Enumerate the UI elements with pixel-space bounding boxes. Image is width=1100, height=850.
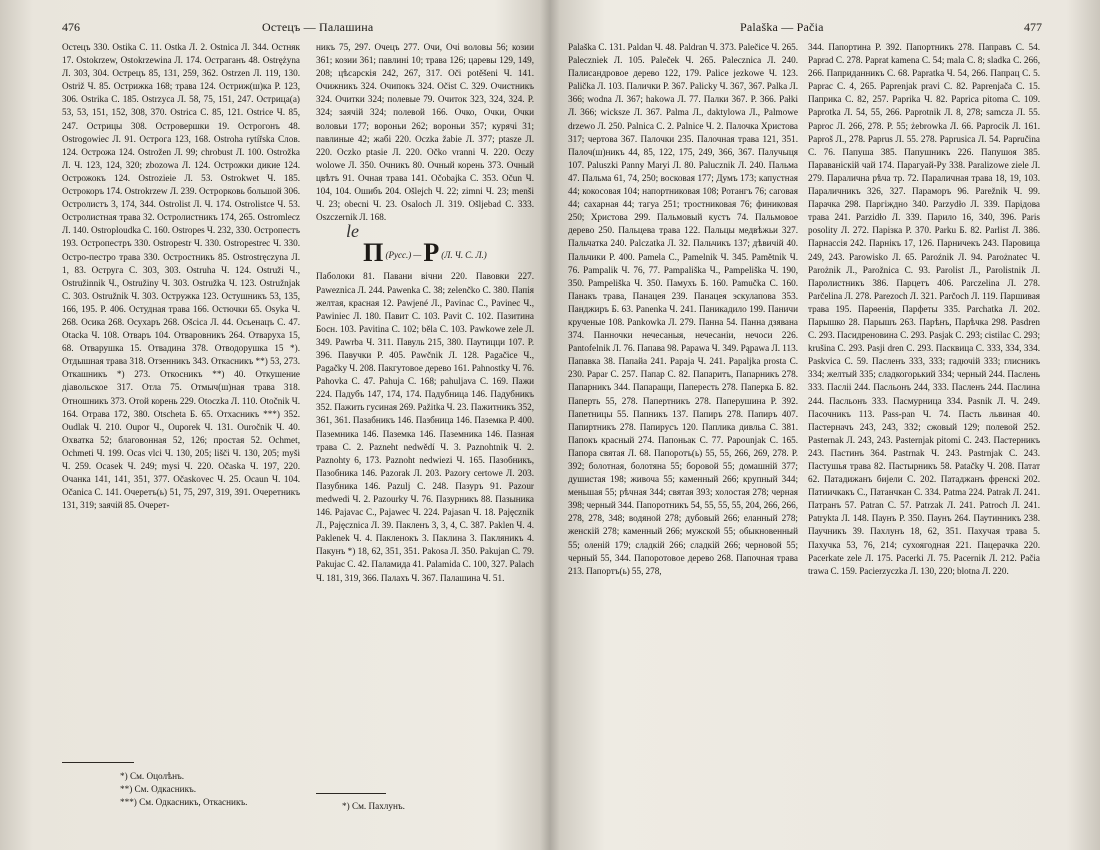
text-column: [808, 41, 1040, 578]
page-number: 476: [62, 20, 80, 34]
footnote: **) См. Одкасникъ.: [120, 784, 197, 794]
footnote: *) См. Оцолѣнъ.: [120, 771, 185, 781]
dictionary-entries: никъ 75, 297. Очецъ 277. Очи, Очі воловы 56; козии 361; козии 361; павлині 10; трава 126; царевы 129, 149, 208; цѣсарскія 242, 267, 317. Oči potěšeni Ч. 141. Очижникъ 324. Очипокъ 324. Očist С. 329. Очистникъ 324. Очитки 324; полевые 79. Очиток 323, 324, 324. Р. 324; заячій 324; полевой 166. Очко, Очки, Очки воловьи 177; вороньи 262; вороньи 357; курячі 31; павлиные 42; жабі 220. Oczka žabie Л. 377; ptasze Л. 220. Oczko ptasie Л. 220. Očko vranni Ч. 220. Oczy wolowe Л. 350. Очникъ 80. Очный корень 373. Очный цвѣтъ 91. Очная трава 141. Očobajka С. 353. Očun Ч. 104, 104. Ошибъ 204. Ošlejch Ч. 22; zimni Ч. 23; menši Ч. 23; obecni Ч. 23. Osaloch Л. 319. Ošljebad С. 333. Oszczernik Л. 168.: [316, 42, 534, 223]
dictionary-entries: Паболоки 81. Павани вічни 220. Павовки 227. Paweznica Л. 244. Pawenka С. 38; zelenčko С. 380. Папiя желтая, красная 12. Pawjené Л., Pavinac С., Pavinec Ч., Pawiniec Л. 180. Павит С. 103. Pavit С. 102. Пазитина Босн. 103. Pavitina С. 102; běla С. 103. Pawkowe zele Л. 349. Pawrba Ч. 311. Павуль 215, 380. Паутицци 107. Р. 396. Павучки Р. 405. Pawčnik Л. 128. Pagačice Ч., Pagačky Ч. 208. Пакгутовое дерево 161. Pahnostky Ч. 76. Pahovka С. 47. Pahuja С. 168; pahuljava С. 169. Пажи 224. Падубъ 147, 174, 174. Падубница 146. Падубникъ 352. Пажить гусиная 269. Pažitka Ч. 23. Пажитникъ 352, 361, 361. Пазабникъ 146. Пазбница 146. Паземка Р. 400. Паземника 146. Паземка 146. Паземника 146. Пазная трава С. 2. Pazneht nedwědí Ч. 3. Paznohtnik Ч. 2. Paznohty 6, 173. Paznoht nedwiezi Ч. 165. Пазобникъ, Пазобника 146. Pazorak Л. 203. Pazory certowe Л. 203. Пазубника 146. Pazulj С. 248. Пазуръ 91. Pazour medwedi Ч. 2. Pazourky Ч. 76. Пазурникъ 88. Пазыника 146. Pajavac С., Pajawec Ч. 224. Pajasan Ч. 18. Pajęcznik Л., Pajęcznica Л. 39. Пакленъ 3, 3, 4, С. 387. Paklen Ч. 4. Paklenek Ч. 4. Пакленокъ 3. Паклина 3. Пакляникъ 4. Пакунъ *) 18, 62, 351, 351. Pakosa Л. 350. Pakujan С. 79. Pakujac С. 42. Паламида 41. Palamida С. 100, 327. Palach Ч. 181, 319, 366. Палахъ Ч. 367. Палашина Ч. 51.: [316, 271, 534, 583]
dictionary-entries: Остецъ 330. Ostika С. 11. Ostka Л. 2. Ostnica Л. 344. Остняк 17. Ostokrzew, Ostokrzewina Л. 174. Остраганъ 48. Ostrężyna Л. 303, 304. Острецъ 85, 131, 259, 362. Ostrzen Л. 119, 130. Ostriž Ч. 85. Острижка 168; трава 124. Остриж(ш)ка Р. 123, 306. Ostrika С. 185. Ostrzyca Л. 58, 75, 151, 247. Острица(а) 53, 53, 151, 152, 308, 370. Ostrica С. 85, 121. Ostrice Ч. 85, 247. Острицы 308. Островершки 19. Острогонъ 48. Ostrogowiec Л. 91. Острога 123, 168. Ostroha rytířska Слов. 124. Острожа 124. Ostrožen Л. 99; chrobust Л. 100. Ostrožka Л. Ч. 123, 124, 320; zbozowa Л. 124. Острожки дикие 124. Острожокъ 124. Ostrozieie Л. 53. Ostrokwet Ч. 185. Острокоръ 174. Ostrokrzew Л. 239. Острорковь большой 306. Остролистъ 3, 174, 344. Ostrolist Л. Ч. 174. Ostrolistce Ч. 53. Остролистная трава 32. Остролистникъ 174, 265. Ostromlecz Л. 140. Ostroploudka С. 160. Ostropes Ч. 232, 330. Остропестъ 193. Остропестръ 330. Ostropestr Ч. 330. Ostropestrec Ч. 330. Остро-пестро трава 330. Остростникъ 85. Ostrostręczyna Л. 1, 83. Остругa С. 303, 303. Ostruha Ч. 124. Ostruži Ч., Ostružinnik Ч., Ostružiny Ч. 303. Ostružka Ч. 123. Ostružnjak С. 303. Ostružnik Ч. 303. Остружка 123. Остушникъ 53, 135, 166, 195. Р. 406. Остудная трава 166. Остючки 65. Osyka Ч. 268. Осика 268. Осухаръ 268. Ošcica Л. 44. Осьенацъ С. 47. Otacka Ч. 108. Отваръ 104. Отваровникъ 264. Отваруха 15, 68. Отварушка 15. Отвадина 378. Отводорушка 15 *). Отдышная трава 318. Отзенникъ 343. Откасникъ **) 53, 273. Откашникъ *) 273. Откосникъ **) 40. Откушение дiавольское 317. Отла 75. Отмыч(ш)ная трава 318. Отношникъ 373. Отой корень 229. Otoczka Л. 110. Otočnik Ч. 164. Отрава 172, 380. Otschеta Б. 65. Отхасникъ ***) 352. Oudlak Ч. 210. Oupor Ч., Ouporek Ч. 131. Ouročnik Ч. 40. Охватка 52; благовонная 52, 126; простая 52. Ochmet, Ochmeti Ч. 199. Ocas vlci Ч. 130, 205; lišči Ч. 130, 205; myši Ч. 259. Ocasek Ч. 249; mysi Ч. 220. Očaska Ч. 197, 220. Очанка 141, 141, 351, 377. Očaskovec Ч. 25. Ocaun Ч. 104. Očanica С. 141. Очеретъ(ь) 51, 75, 297, 319, 391. Очеретникъ 131, 319; заячiй 85. Очерет-: [62, 42, 300, 511]
running-head: Palaška — Pačia: [740, 20, 824, 34]
text-column: [62, 41, 300, 512]
footnotes: [120, 770, 247, 809]
section-note: (Л. Ч. С. Л.): [441, 250, 487, 261]
text-column: [316, 41, 534, 585]
footnote: *) См. Пахлунъ.: [342, 801, 405, 811]
footnote-divider: [62, 762, 134, 763]
dictionary-entries: Palaška С. 131. Paldan Ч. 48. Paldran Ч. 373. Palečice Ч. 265. Paleczniek Л. 105. Paleček Ч. 265. Paleсznica Л. 240. Палисандровое дерево 122, 179. Palice jezkowe Ч. 123. Palička Л. 103. Палички Р. 367. Paliсky Ч. 367, 367. Palka Л. 366; wodna Л. 367; hakowa Л. 77. Палки 367. Р. 366. Pałki Л. 366; wickszе Л. 367. Palma Л., daktylowa Л., Palmowe drzewo Л. 250. Palnica С. 2. Palnice Ч. 2. Палочка Христова 317; чертова 367. Палочки 235. Палочная трава 121, 351. Палоч(ш)никъ 44, 85, 122, 175, 249, 366, 367. Палучыця 107. Paluszki Panny Maryi Л. 80. Paluсznik Л. 240. Пальма 47. Пальма 61, 74, 250; восковая 177; Думъ 173; капустная 44; кокосовая 104; напортниковая 108; Ротангъ 76; саговая 44; сахарная 44; тагуа 251; тростниковая 76; финиковая 250; Христова 299. Пальмовый кустъ 74. Пальмовое дерево 250. Пальцева трава 122. Пальцы медвѣжьи 327. Пальчатка 240. Palсzatka Л. 32. Пальчикъ 137; дѣвичій 40. Пальчики Р. 400. Pamela С., Pamelnik Ч. 345. Pamětnik Ч. 76. Pampalik Ч. 76, 77. Pampališka Ч., Pampeliška Ч. 190, 350. Pampeliška Ч. 350. Памухъ Б. 160. Pamučka С. 160. Панакъ трава, Панацея 239. Панацея эскулапова 353. Панджиръ Б. 63. Panenka Ч. 241. Паникадило 199. Паничи крученые 108. Pankowka Л. 279. Панна 54. Панна дзявана 374. Панночки нечесаныя, нечесаніи, нечоси 226. Pantofelnik Л. 76. Папава 98. Papawa Ч. 349. Pąpawa Л. 113. Папавка 38. Папайа 241. Papaja Ч. 241. Papaljka prosta С. 230. Papar С. 257. Папар С. 82. Папаритъ, Папарникъ 278. Папарникъ 344. Папаращи, Папересть 278. Паперка Б. 82. Паперть 55, 278. Папертникъ 278. Паперушина Р. 392. Папетницы 55. Папникъ 137. Папиръ 278. Папиръ 407. Папиртникъ 278. Папирусъ 120. Паплика дивльа С. 381. Папокъ красный 274. Папоньак С. 77. Papounjak С. 165. Папора святая Л. 68. Папоротъ(ь) 55, 55, 266, 269, 278. Р. 392; болотная, болотяна 55; боровой 55; домашній 377; душистая 198; живоча 55; каменный 266; крупный 344; меньшая 55; рѣчная 344; святая 393; холостая 278; черная 398; черный 344. Папоротникъ 54, 55, 55, 55, 204, 266, 266, 278, 278, 348; водяной 278; дубовый 266; еланный 278; женскій 278; каменный 266; мужской 55; обыкновенный 55; оленій 179; сладкій 266; сладкій 266; черновой 55; черный 55, 344. Папоротовое дерево 268. Папочная трава 213. Папортъ(ь) 55, 278,: [568, 42, 798, 576]
page-number: 477: [1024, 20, 1042, 34]
section-letter: Р: [423, 238, 440, 268]
handwritten-mark: le: [346, 221, 359, 242]
footnote: ***) См. Одкасникъ, Откасникъ.: [120, 797, 248, 807]
section-note: (Русс.) —: [385, 250, 422, 261]
footnote-divider: [316, 793, 386, 794]
dictionary-entries: 344. Папортина Р. 392. Папортникъ 278. Паправъ С. 54. Paprad С. 278. Paprat kamena С. 54; mala С. 8; sladka С. 266, 266. Паприданникъ С. 68. Paprаtka Ч. 54, 266. Папрац С. 5. Paprac С. 4, 265. Paprenjak pravi С. 82. Paprenjača С. 15. Паприка С. 82, 257. Paprika Ч. 82. Paprica pitoma С. 109. Paprotka Л. 54, 55, 266. Paprotnik Л. 8, 278; samczа Л. 55. Paproc Л. 266, 278. Р. 55; żebrowka Л. 66. Paprocik Л. 161. Paproš Л., 278. Paprus Л. 55. 278. Paprusica Л. 54. Papručina С. 76. Папуша 385. Папушникъ 226. Папушоя 385. Параваніскій чай 174. Парагуай-Ру 338. Paralizowe ziele Л. 279. Паралична рѣча тр. 72. Параличная трава 18, 19, 103. Параличникъ 326, 327. Параморъ 96. Parežnik Ч. 99. Парачка 298. Паргіждно 340. Parzydło Л. 339. Парідова трава 241. Parzidło Л. 339. Парило 16, 340, 396. Paris posolity Л. 272. Парізка Р. 370. Parku Б. 82. Parlist Л. 386. Парнассія 242. Парнікъ 17, 126. Парничекъ 243. Паровица 249, 243. Parowisko Л. 65. Paroźnik Л. 94. Parożnatec Ч. Parożnik Л., Parožnica С. 93. Parolist Л., Parolistnik Л. Паролистникъ 386. Парцетъ 406. Parczelina Л. 278. Parčelina Л. 278. Parezoch Л. 321. Parčoch Л. 119. Паршивая трава 195. Парѳенія, Парфеты 335. Parchatka Л. 202. Парышко 28. Парышъ 263. Парѣнъ, Парѣчка 298. Pasdren С. 293. Пасидреновина С. 293. Pasjak С. 293; cistilac С. 293; krušina С. 293. Pasji dren С. 293. Пасквица С. 333, 334, 334. Paskvica С. 59. Пасленъ 333, 333; гадючій 333; глисникъ 334; желтый 335; сладкогорький 334; черный 244. Паслень 333. Пасліі 244. Пасльонъ 244, 333. Пасленъ 244. Паслина 244. Пасльонъ 333. Пасмурница 334. Pasnik Л. Ч. 249. Пасочникъ 113. Pass-pan Ч. 74. Пасть львиная 40. Пастерначъ 243, 243, 332; сжовый 129; полевой 252. Pasternak Л. 243, 243. Pasternjak pitomi С. 243. Пастерникъ 243. Пастинъ 364. Pastrnak Ч. 243. Pastrnjak С. 243. Пастушья трава 82. Пастырникъ 58. Patačky Ч. 208. Патат 62. Патадижанъ бијели С. 202. Патаджанъ френскі 202. Патиичкакъ С., Патанчкан С. 334. Patma 224. Patrak Л. 241. Патранъ 57. Patran С. 57. Patrzаk Л. 241. Patroch Л. 241. Patrykta Л. 148. Паунъ Р. 350. Паунъ 264. Паутинникъ 238. Паучникъ 39. Пахлунъ 18, 62, 351. Пахучая трава 5. Пахучка 53, 76, 214; сухоягодная 221. Пацерачка 220. Pacerkate zele Л. 175. Pacerki Л. 75. Pacernik Л. 212. Pačia trawa С. 159. Pacierzyczka Л. 130, 220; blotna Л. 220.: [808, 42, 1040, 576]
section-heading: [316, 238, 534, 268]
text-column: [568, 41, 798, 578]
running-head: Остецъ — Палашина: [262, 20, 374, 34]
section-letter: П: [363, 238, 384, 268]
right-page: [550, 0, 1100, 850]
